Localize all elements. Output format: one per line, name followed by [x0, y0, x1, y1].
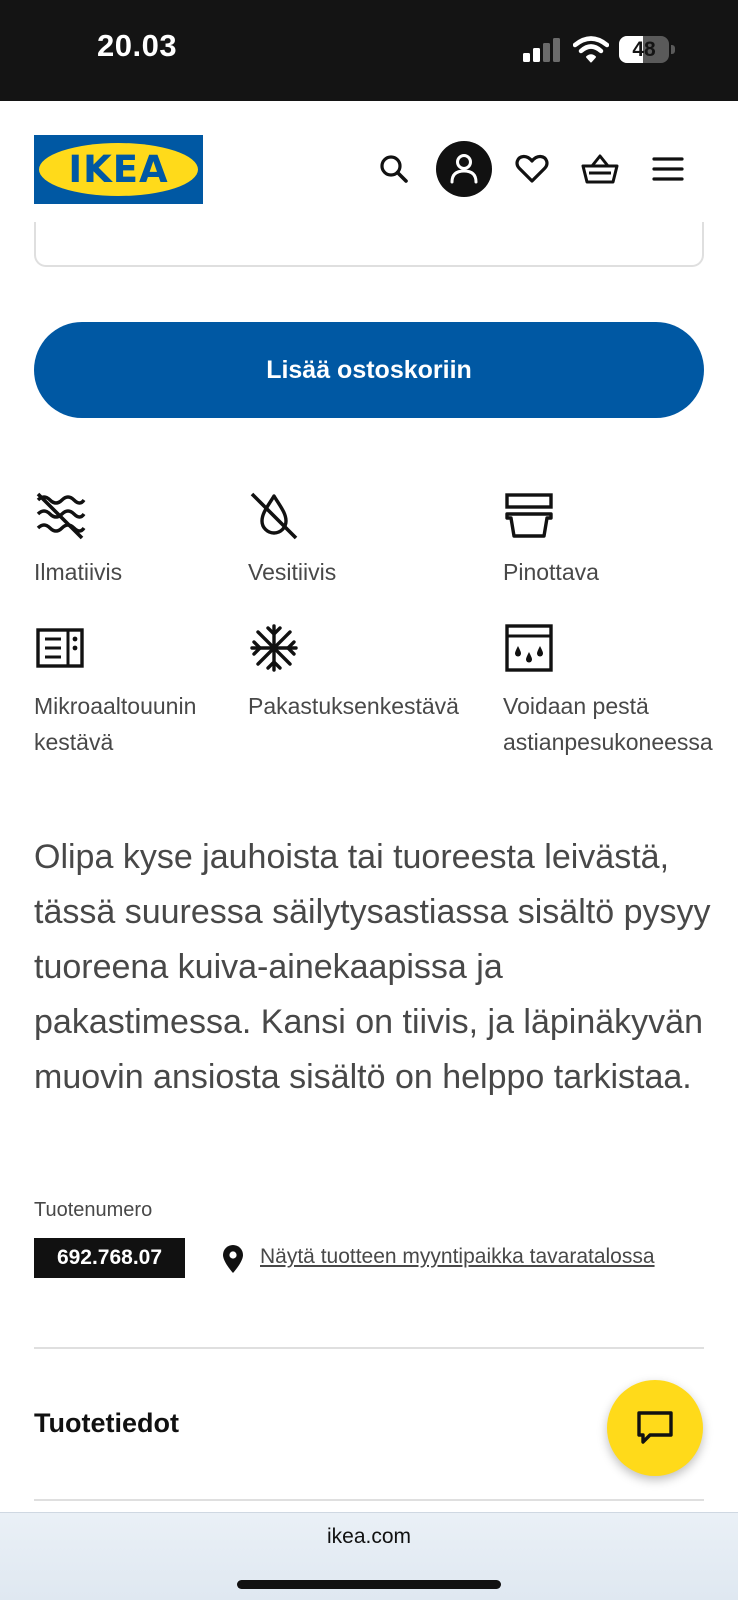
stackable-icon [503, 490, 555, 542]
status-bar [0, 0, 738, 101]
article-number-label: Tuotenumero [34, 1199, 153, 1221]
section-divider [34, 1347, 704, 1349]
feature-label: Vesitiivis [248, 559, 337, 585]
partial-input-box [34, 222, 704, 267]
dishwasher-safe-icon [503, 622, 555, 674]
battery-icon [619, 36, 675, 63]
hamburger-menu-icon[interactable] [640, 141, 696, 197]
chat-icon [636, 1410, 674, 1446]
product-details-heading[interactable]: Tuotetiedot [34, 1408, 179, 1438]
search-icon[interactable] [366, 141, 422, 197]
store-location-link[interactable]: Näytä tuotteen myyntipaikka tavaratalossa [260, 1245, 655, 1268]
microwave-safe-icon [34, 622, 86, 674]
add-to-cart-button[interactable]: Lisää ostoskoriin [34, 322, 704, 418]
browser-address-bar [0, 1512, 738, 1600]
feature-label: Voidaan pestä astianpesukoneessa [503, 693, 713, 755]
logo-text: IKEA [68, 148, 169, 191]
wifi-icon [573, 35, 609, 63]
cellular-signal-icon [523, 38, 563, 62]
shopping-basket-icon[interactable] [572, 141, 628, 197]
section-divider [34, 1499, 704, 1501]
feature-label: Pakastuksenkestävä [248, 693, 459, 719]
location-pin-icon [221, 1244, 245, 1274]
feature-label: Ilmatiivis [34, 559, 123, 585]
watertight-icon [248, 490, 300, 542]
product-description: Olipa kyse jauhoista tai tuoreesta leivästä, tässä suuressa säilytysastiassa sisältö pysyy tuoreena kuiva-ainekaapissa ja pakastimessa. Kansi on tiivis, ja läpinäkyvän muovin ansiosta sisältö on helppo tarkistaa. [34, 838, 711, 1096]
airtight-icon [34, 490, 86, 542]
battery-level: 48 [632, 38, 656, 61]
freezer-safe-icon [248, 622, 300, 674]
chat-button[interactable] [607, 1380, 703, 1476]
status-time: 20.03 [97, 28, 178, 63]
heart-icon[interactable] [504, 141, 560, 197]
feature-label: Mikroaaltouunin kestävä [34, 693, 197, 755]
home-indicator[interactable] [237, 1580, 501, 1589]
url-text[interactable]: ikea.com [326, 1525, 412, 1548]
ikea-logo[interactable] [34, 135, 203, 204]
feature-label: Pinottava [503, 559, 599, 585]
account-icon[interactable] [436, 141, 492, 197]
article-number: 692.768.07 [34, 1238, 185, 1278]
